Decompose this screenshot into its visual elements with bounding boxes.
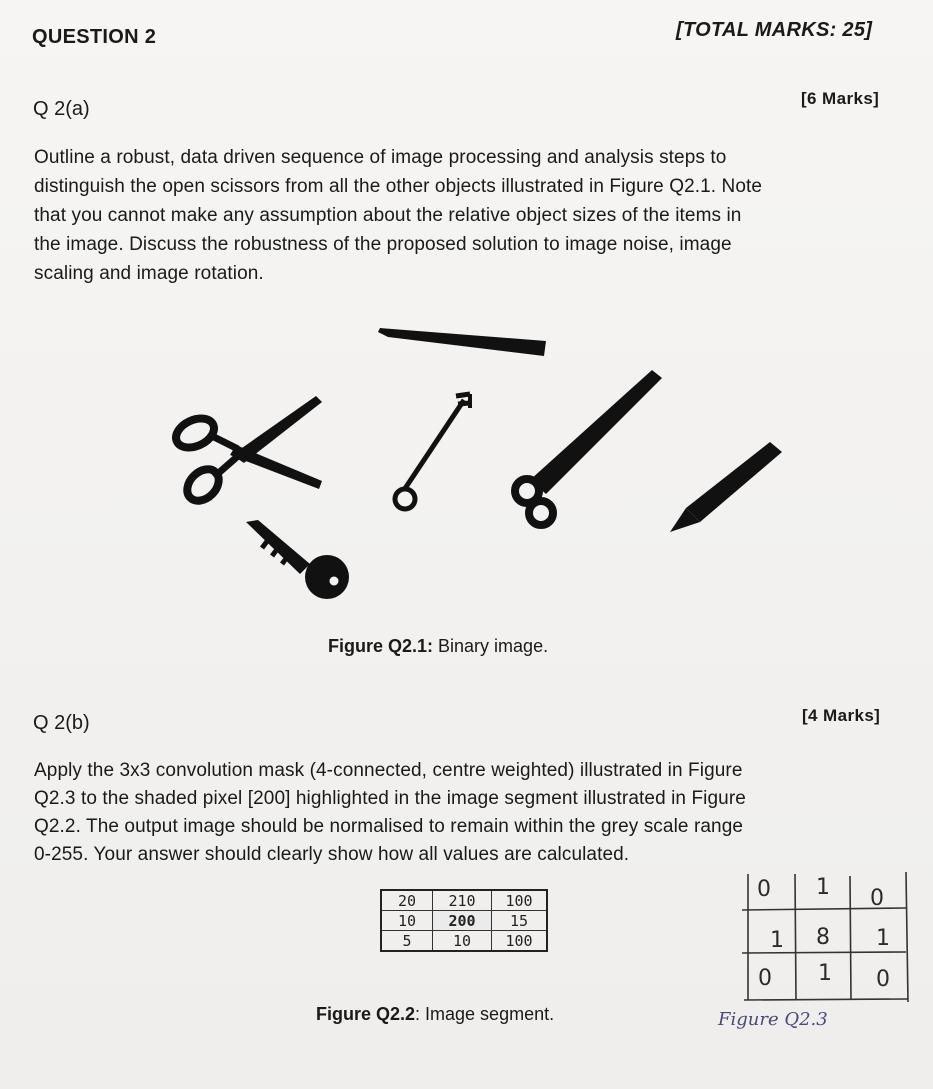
q2a-line: that you cannot make any assumption about the relative object sizes of the items in — [34, 205, 742, 226]
mask-handwritten-caption: Figure Q2.3 — [718, 1009, 828, 1030]
closed-scissors-object — [515, 370, 662, 525]
q2a-line: distinguish the open scissors from all the other objects illustrated in Figure Q2.1. Note — [34, 176, 763, 197]
total-marks: [TOTAL MARKS: 25] — [676, 19, 873, 41]
pencil-object — [670, 442, 782, 532]
q2b-line: Apply the 3x3 convolution mask (4-connected, centre weighted) illustrated in Figure — [34, 760, 743, 781]
bar-object — [378, 328, 546, 356]
q2a-marks: [6 Marks] — [801, 89, 880, 108]
table-cell: 15 — [492, 911, 548, 931]
q2a-label: Q 2(a) — [33, 98, 90, 120]
q2b-text — [34, 757, 746, 869]
large-key-object — [246, 520, 349, 599]
mask-cell: 8 — [816, 925, 830, 950]
q2b-marks: [4 Marks] — [802, 706, 881, 725]
mask-cell: 1 — [818, 961, 832, 986]
mask-cell: 0 — [758, 966, 772, 991]
table-row — [381, 911, 547, 931]
mask-cell: 0 — [870, 886, 884, 911]
table-cell: 100 — [492, 931, 548, 952]
table-cell: 210 — [433, 890, 492, 911]
figure-q2-1-caption: Figure Q2.1: Binary image. — [328, 636, 549, 656]
table-cell: 100 — [492, 890, 548, 911]
q2b-line: Q2.3 to the shaded pixel [200] highlighted in the image segment illustrated in Figure — [34, 788, 746, 809]
mask-cell: 1 — [876, 926, 890, 951]
open-scissors-object — [171, 396, 322, 507]
image-segment-table — [380, 889, 548, 952]
table-row — [381, 931, 547, 952]
q2b-line: 0-255. Your answer should clearly show how all values are calculated. — [34, 844, 630, 865]
q2a-line: scaling and image rotation. — [34, 263, 264, 284]
q2a-line: Outline a robust, data driven sequence of image processing and analysis steps to — [34, 147, 727, 168]
mask-cell: 1 — [770, 928, 784, 953]
table-cell: 20 — [381, 890, 433, 911]
highlighted-pixel-cell: 200 — [433, 911, 492, 931]
q2a-line: the image. Discuss the robustness of the proposed solution to image noise, image — [34, 234, 732, 255]
thin-key-object — [395, 394, 470, 509]
mask-cell: 1 — [816, 875, 830, 900]
q2b-line: Q2.2. The output image should be normalised to remain within the grey scale range — [34, 816, 744, 837]
mask-cell: 0 — [876, 967, 890, 992]
q2b-label: Q 2(b) — [33, 712, 90, 734]
table-cell: 10 — [433, 931, 492, 952]
table-cell: 5 — [381, 931, 433, 952]
figure-q2-2-caption: Figure Q2.2: Image segment. — [316, 1004, 555, 1024]
question-heading: QUESTION 2 — [32, 26, 157, 48]
table-row — [381, 890, 547, 911]
table-cell: 10 — [381, 911, 433, 931]
mask-cell: 0 — [757, 877, 771, 902]
